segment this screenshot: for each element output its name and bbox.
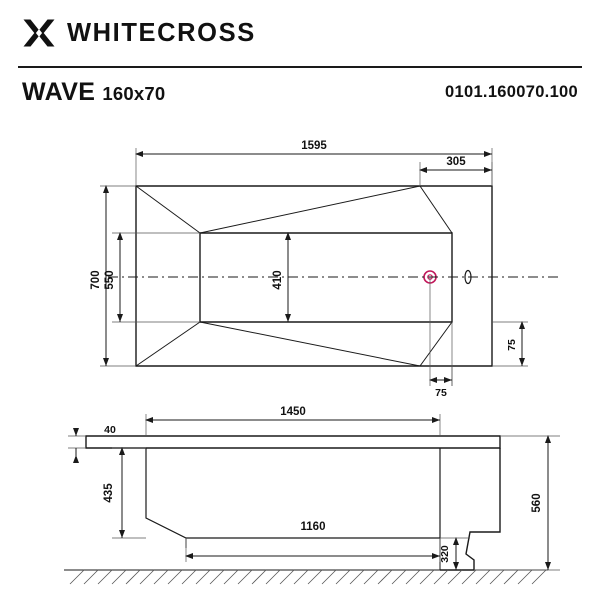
dim-corner-offset-label: 305 [446,156,466,168]
dim-rim-thickness-label: 40 [104,424,116,436]
side-view-extension-lines [68,414,560,570]
dim-overall-length-label: 1595 [301,140,327,152]
dim-overall-width-label: 700 [90,270,102,290]
dim-inner-length [272,233,288,322]
dim-inner-height-label: 435 [103,483,115,503]
dim-foot-height [439,538,456,570]
dim-foot-height-label: 320 [439,545,451,563]
dim-overall-height-label: 560 [531,493,543,513]
dim-drain-offset-right [506,322,522,366]
header-divider [18,66,582,68]
dim-overall-length [136,140,492,154]
product-model: WAVE [22,78,96,106]
dim-drain-offset-right-label: 75 [506,339,518,351]
whitecross-x-logo [22,16,56,50]
dim-bottom-length-label: 1160 [300,521,326,533]
product-title [22,78,165,107]
product-article-code: 0101.160070.100 [445,83,578,101]
product-size: 160x70 [102,83,166,104]
top-view-extension-lines [100,148,528,386]
top-view-outline [136,186,492,366]
dim-corner-offset [420,156,492,170]
dim-top-length-label: 1450 [280,406,306,418]
dim-drain-offset-bottom [430,380,452,399]
dim-overall-height [531,436,548,570]
side-view-outline [86,436,500,570]
dim-inner-length-label: 410 [272,270,284,290]
floor-hatching [70,570,546,584]
title-row [0,74,600,118]
dim-inner-width-label: 550 [104,270,116,290]
brand-header [0,0,600,66]
technical-drawing [0,118,600,600]
dim-rim-thickness [76,424,116,456]
dim-inner-height [103,448,122,538]
dim-drain-offset-bottom-label: 75 [435,387,447,399]
dim-top-length [146,406,440,420]
brand-name: WHITECROSS [67,18,256,47]
